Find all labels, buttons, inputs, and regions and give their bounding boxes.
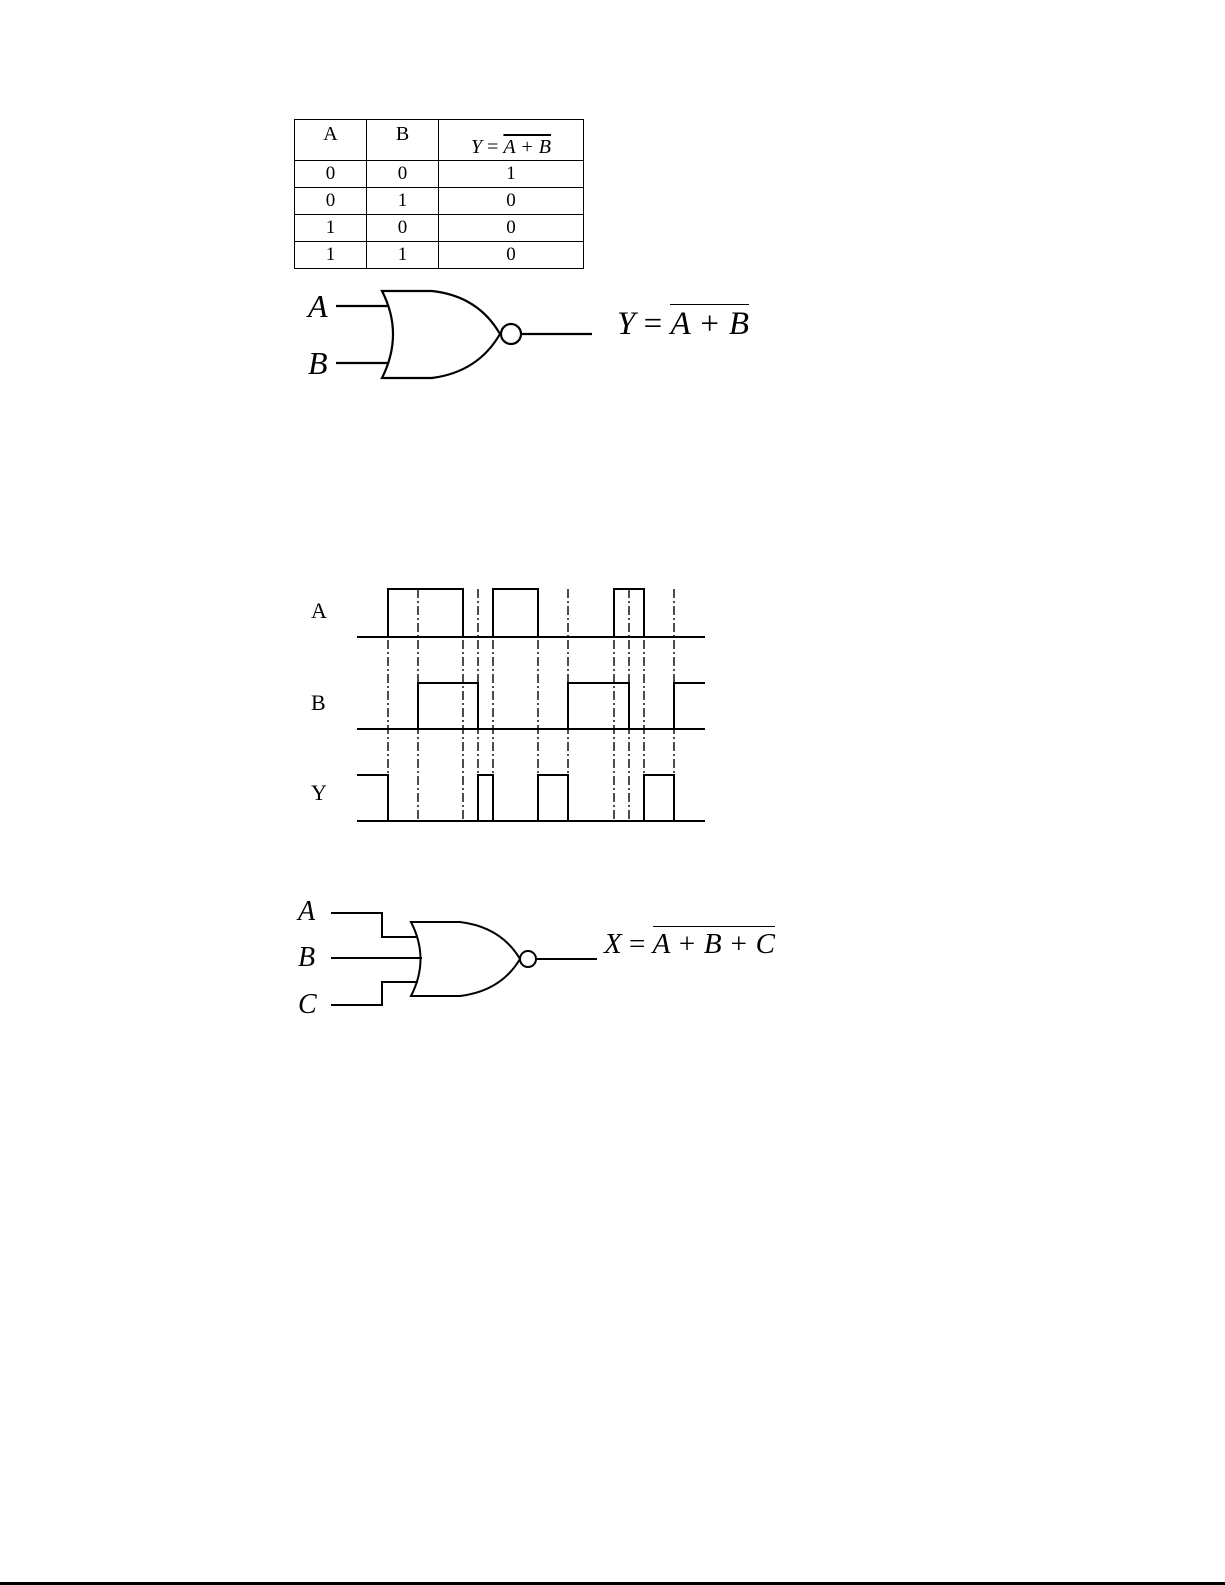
nor2-input-b-label: B	[308, 345, 328, 381]
nor3-formula-lhs: X	[604, 928, 622, 960]
cell-a: 1	[295, 215, 367, 242]
header-y-rhs: A + B	[503, 136, 551, 158]
header-y-eq: =	[482, 136, 504, 158]
header-a: A	[295, 120, 367, 161]
header-b: B	[367, 120, 439, 161]
nor3-input-a-wire	[331, 913, 418, 937]
cell-y: 0	[439, 188, 584, 215]
nor3-input-c-wire	[331, 982, 418, 1005]
nor3-formula-eq: =	[621, 928, 653, 960]
header-y-lhs: Y	[471, 136, 483, 158]
cell-a: 0	[295, 188, 367, 215]
nor3-input-b-label: B	[298, 942, 316, 973]
timing-label-b: B	[311, 690, 326, 715]
cell-y: 0	[439, 242, 584, 269]
nor3-output-formula	[604, 928, 775, 961]
cell-b: 0	[367, 215, 439, 242]
cell-y: 1	[439, 161, 584, 188]
timing-label-a: A	[311, 598, 327, 623]
nor2-formula-rhs: A + B	[670, 306, 749, 342]
nor2-input-a-label: A	[308, 288, 328, 324]
nor3-formula-rhs: A + B + C	[652, 928, 775, 960]
nor2-formula-eq: =	[635, 306, 671, 342]
nor3-input-a-label: A	[298, 896, 316, 927]
nor3-inversion-bubble	[520, 951, 536, 967]
timing-label-y: Y	[311, 780, 327, 805]
cell-a: 1	[295, 242, 367, 269]
cell-b: 1	[367, 242, 439, 269]
nor3-input-c-label: C	[298, 989, 317, 1020]
nor3-gate-body	[411, 922, 520, 996]
cell-b: 0	[367, 161, 439, 188]
cell-b: 1	[367, 188, 439, 215]
cell-a: 0	[295, 161, 367, 188]
cell-y: 0	[439, 215, 584, 242]
nor2-formula-lhs: Y	[617, 306, 636, 342]
